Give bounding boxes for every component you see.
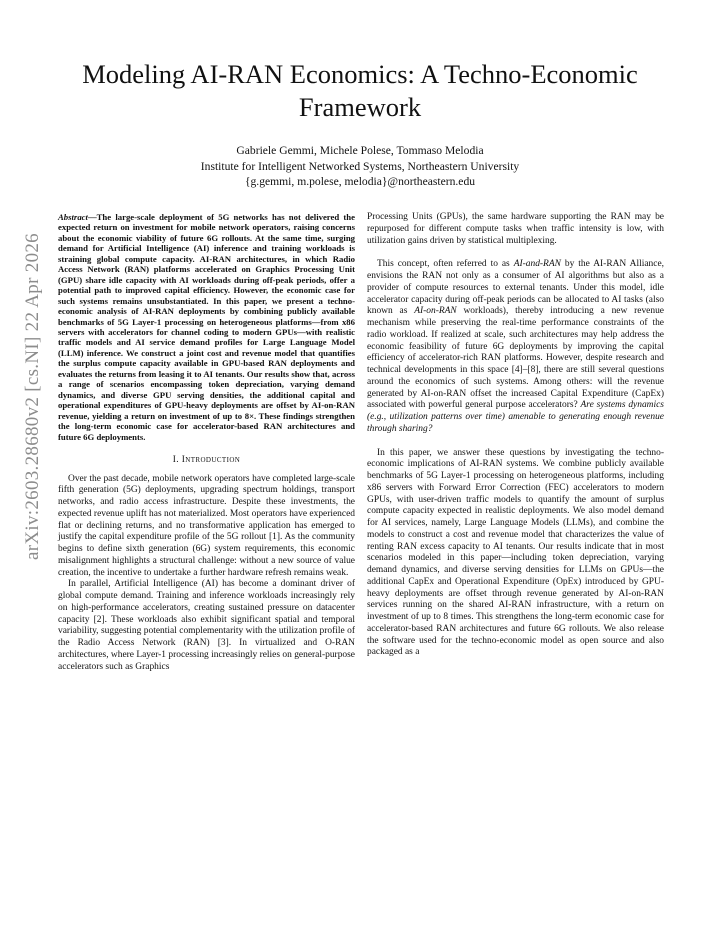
left-column bbox=[58, 212, 355, 673]
abstract-text: —The large-scale deployment of 5G networks has not delivered the expected return on investment for mobile network operators, raising concerns about the economic viability of future 6G rollouts. At the same time, surging demand for Artificial Intelligence (AI) inference and training workloads is straining global compute capacity. AI-RAN architectures, in which Radio Access Network (RAN) platforms accelerated on Graphics Processing Unit (GPU) share idle capacity with AI workloads during off-peak periods, offer a potential path to improved capital efficiency. However, the economic case for such systems remains unsubstantiated. In this paper, we present a techno-economic analysis of AI-RAN deployments by combining publicly available benchmarks of 5G Layer-1 processing on heterogeneous platforms—from x86 servers with accelerators for channel coding to modern GPUs—with realistic traffic models and AI service demand profiles for Large Language Model (LLM) inference. We construct a joint cost and revenue model that quantifies the surplus compute capacity available in GPU-based RAN deployments and evaluates the returns from leasing it to AI tenants. Our results show that, across a range of scenarios encompassing token depreciation, varying demand dynamics, and diverse GPU serving densities, the additional capital and operational expenditures of GPU-heavy deployments are offset by AI-on-RAN revenue, yielding a return on investment of up to 8×. These findings strengthen the long-term economic case for accelerator-based RAN architectures and future 6G deployments. bbox=[58, 212, 355, 442]
intro-paragraph-3: Processing Units (GPUs), the same hardware supporting the RAN may be repurposed for different compute tasks when traffic intensity is low, with utilization gains driven by statistical multiplexing. bbox=[367, 212, 664, 246]
author-affiliation: Institute for Intelligent Networked Systems, Northeastern University bbox=[200, 159, 520, 173]
emphasis-term: AI-on-RAN bbox=[414, 306, 457, 317]
paragraph-text: by the AI-RAN Alliance, envisions the RAN not only as a consumer of AI algorithms but also as a provider of compute resources to external tenants. Under this model, idle accelerator capacity during off-peak periods can be allocated to AI tasks (also known as bbox=[367, 259, 665, 317]
paragraph-text: This concept, often referred to as bbox=[377, 259, 514, 270]
abstract bbox=[58, 212, 355, 442]
research-question: Are systems dynamics (e.g., utilization patterns over time) amenable to generating enough revenue through sharing? bbox=[367, 400, 664, 434]
abstract-label: Abstract bbox=[58, 212, 88, 222]
intro-paragraph-5: In this paper, we answer these questions by investigating the techno-economic implications of AI-RAN systems. We combine publicly available benchmarks of 5G Layer-1 processing on heterogeneous platforms, including x86 servers with Forward Error Correction (FEC) accelerators to modern GPUs, with user-driven traffic models to quantify the amount of surplus compute capacity expected in realistic deployments. We also model demand for AI services, namely, Large Language Models (LLMs), and combine the models to construct a cost and revenue model that characterizes the value of renting RAN excess capacity to AI tenants. Our results indicate that in most scenarios modeled in this paper—including token depreciation, varying demand dynamics, and diverse serving densities for LLMs on GPUs—the additional CapEx and Operational Expenditure (OpEx) introduced by GPU-heavy deployments are offset through revenue generated by AI-on-RAN services running on the shared AI-RAN infrastructure, with a return on investment of up to 8 times. This strengthens the long-term economic case for accelerator-based RAN architectures and future 6G rollouts. We also release the software used for the techno-economic model as open source and also packaged as a bbox=[367, 447, 664, 658]
intro-paragraph-1: Over the past decade, mobile network operators have completed large-scale fifth generation (5G) deployments, upgrading spectrum holdings, transport networks, and radio access infrastructure. Despite these investments, the expected revenue uplift has not materialized. Most operators have experienced flat or declining returns, and no transformative application has emerged to justify the capital expenditure profile of the 5G rollout [1]. As the community begins to define sixth generation (6G) system requirements, this economic misalignment highlights a structural challenge: without a new source of value creation, the incentive to undertake a further hardware refresh remains weak. bbox=[58, 473, 355, 578]
paper-title: Modeling AI-RAN Economics: A Techno-Economic Framework bbox=[82, 59, 638, 122]
author-block bbox=[60, 143, 660, 190]
paragraph-text: workloads), thereby introducing a new revenue mechanism while preserving the real-time performance constraints of the radio workload. If realized at scale, such architectures may help address the economic feasibility of future 6G deployments by improving the capital efficiency of accelerator-rich RAN platforms. However, despite research and technical developments in this space [4]–[8], there are still several questions around the economics of such systems. Among others: will the revenue generated by AI-on-RAN offset the increased Capital Expenditure (CapEx) associated with powerful general purpose accelerators? bbox=[367, 306, 664, 411]
intro-paragraph-4 bbox=[367, 259, 664, 435]
right-column bbox=[367, 212, 664, 671]
author-names: Gabriele Gemmi, Michele Polese, Tommaso Melodia bbox=[236, 144, 484, 157]
arxiv-identifier[interactable]: arXiv:2603.28680v2 [cs.NI] 22 Apr 2026 bbox=[22, 233, 43, 560]
emphasis-term: AI-and-RAN bbox=[513, 259, 561, 270]
author-emails[interactable]: {g.gemmi, m.polese, melodia}@northeastern.edu bbox=[244, 175, 476, 188]
intro-paragraph-2: In parallel, Artificial Intelligence (AI) has become a dominant driver of global compute demand. Training and inference workloads increasingly rely on high-performance accelerators, creating sustained pressure on datacenter capacity [2]. These workloads also exhibit significant spatial and temporal variability, suggesting potential complementarity with the utilization profile of the Radio Access Network (RAN) [3]. In virtualized and O-RAN architectures, where Layer-1 processing increasingly relies on general-purpose accelerators such as Graphics bbox=[58, 579, 355, 672]
section-heading-introduction: I. Introduction bbox=[172, 454, 241, 465]
